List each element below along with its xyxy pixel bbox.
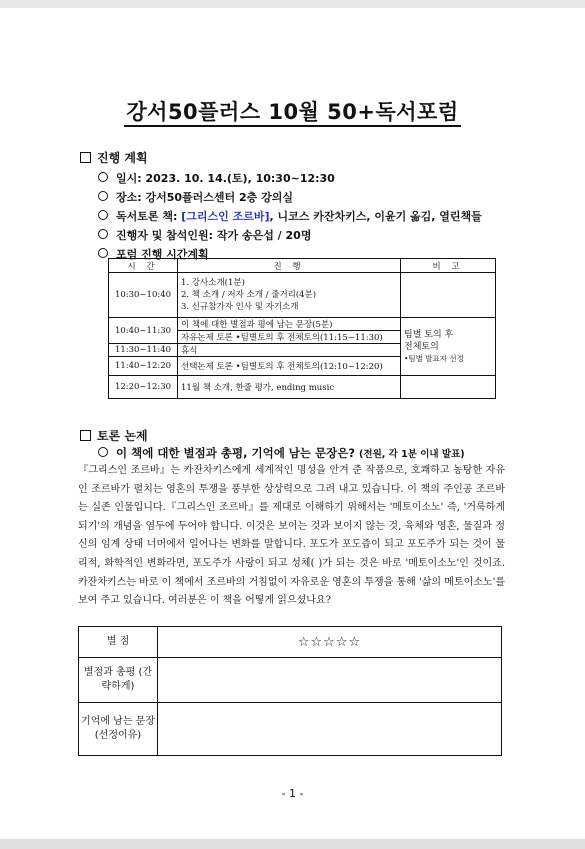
book-title-link: [그리스인 조르바] [181,210,270,223]
time-cell: 11:40~12:20 [109,357,178,376]
document-title: 강서50플러스 10월 50+독서포럼 [0,96,585,126]
star-rating[interactable]: ☆☆☆☆☆ [158,627,502,658]
plan-item-place: 장소: 강서50플러스센터 2층 강의실 [98,189,293,205]
circle-bullet-icon [98,447,108,457]
progress-cell: 1. 강사소개(1분) 2. 책 소개 / 저자 소개 / 줄거리(4분) 3. 신규참가자 인사 및 자기소개 [178,273,401,318]
remark-cell-empty [401,273,496,318]
book-intro-paragraph: 『그리스인 조르바』는 카잔차키스에게 세계적인 명성을 안겨 준 작품으로, 호쾌하고 농탕한 자유인 조르바가 펼치는 영혼의 투쟁을 풍부한 상상력으로 그려 내고 있습니다. 이 책의 주인공 조르바는 실존 인물입니다.『그리스인 조르바』를 제대로 이해하기 위해서는 '메토이소노' 즉, '거룩하게 되기'의 개념을 염두에 두어야 합니다. 이것은 보이는 것과 보이지 않는 것, 육체와 영혼, 물질과 정신의 임계 상태 너머에서 일어나는 변화를 말합니다. 포도가 포도즙이 되고 포도주가 되는 것이 물리적, 화학적인 변화라면, 포도주가 사랑이 되고 성체( )가 되는 것은 바로 '메토이소노'인 것이죠. 카잔차키스는 바로 이 책에서 조르바의 거침없이 자유로운 영혼의 투쟁을 통해 '삶의 메토이소노'를 보여 주고 있습니다. 여러분은 이 책을 어떻게 읽으셨나요? [78,465,505,607]
progress-cell: 휴식 [178,344,401,357]
checkbox-square-icon [80,430,91,441]
page-top-edge [0,0,585,8]
schedule-header-row [109,259,496,273]
memorable-sentence-field[interactable] [158,703,502,756]
review-label: 별점과 총평 (간략하게) [79,658,158,703]
rating-label: 별 점 [79,627,158,658]
circle-bullet-icon [98,172,108,182]
table-row [109,318,496,331]
remark-cell: 팀별 토의 후 전체토의 •팀별 발표자 선정 [401,318,496,376]
progress-cell: 자유논제 토론 •팀별토의 후 전체토의(11:15~11:30) [178,331,401,344]
time-cell: 10:40~11:30 [109,318,178,344]
header-remark: 비 고 [401,259,496,273]
table-row [79,703,502,756]
plan-item-book: 독서토론 책: [그리스인 조르바], 니코스 카잔차키스, 이윤기 옮김, 열린책들 [98,208,482,224]
header-time: 시 간 [109,259,178,273]
time-cell: 10:30~10:40 [109,273,178,318]
progress-cell: 선택논제 토론 •팀별토의 후 전체토의(12:10~12:20) [178,357,401,376]
page-bottom-edge [0,839,585,849]
circle-bullet-icon [98,229,108,239]
page-number: - 1 - [281,787,304,800]
remark-cell-empty [401,376,496,399]
memorable-sentence-label: 기억에 남는 문장 (선정이유) [79,703,158,756]
schedule-table [108,258,496,399]
plan-item-date: 일시: 2023. 10. 14.(토), 10:30~12:30 [98,170,335,186]
discussion-question: 이 책에 대한 별점과 총평, 기억에 남는 문장은? (전원, 각 1분 이내 발표) [98,445,465,461]
plan-item-schedule: 포럼 진행 시간계획 [98,246,209,262]
table-row [79,627,502,658]
header-progress: 진 행 [178,259,401,273]
circle-bullet-icon [98,210,108,220]
time-cell: 11:30~11:40 [109,344,178,357]
review-table [78,626,502,756]
review-field[interactable] [158,658,502,703]
table-row [79,658,502,703]
table-row [109,376,496,399]
section-heading-topics: 토론 논제 [80,427,148,444]
circle-bullet-icon [98,248,108,258]
progress-cell: 11월 책 소개, 한줄 평가, ending music [178,376,401,399]
section-heading-plan: 진행 계획 [80,149,148,166]
progress-cell: 이 책에 대한 별점과 평에 남는 문장(5분) [178,318,401,331]
plan-item-host: 진행자 및 참석인원: 작가 송은섭 / 20명 [98,227,311,243]
table-row [109,273,496,318]
checkbox-square-icon [80,152,91,163]
circle-bullet-icon [98,191,108,201]
time-cell: 12:20~12:30 [109,376,178,399]
